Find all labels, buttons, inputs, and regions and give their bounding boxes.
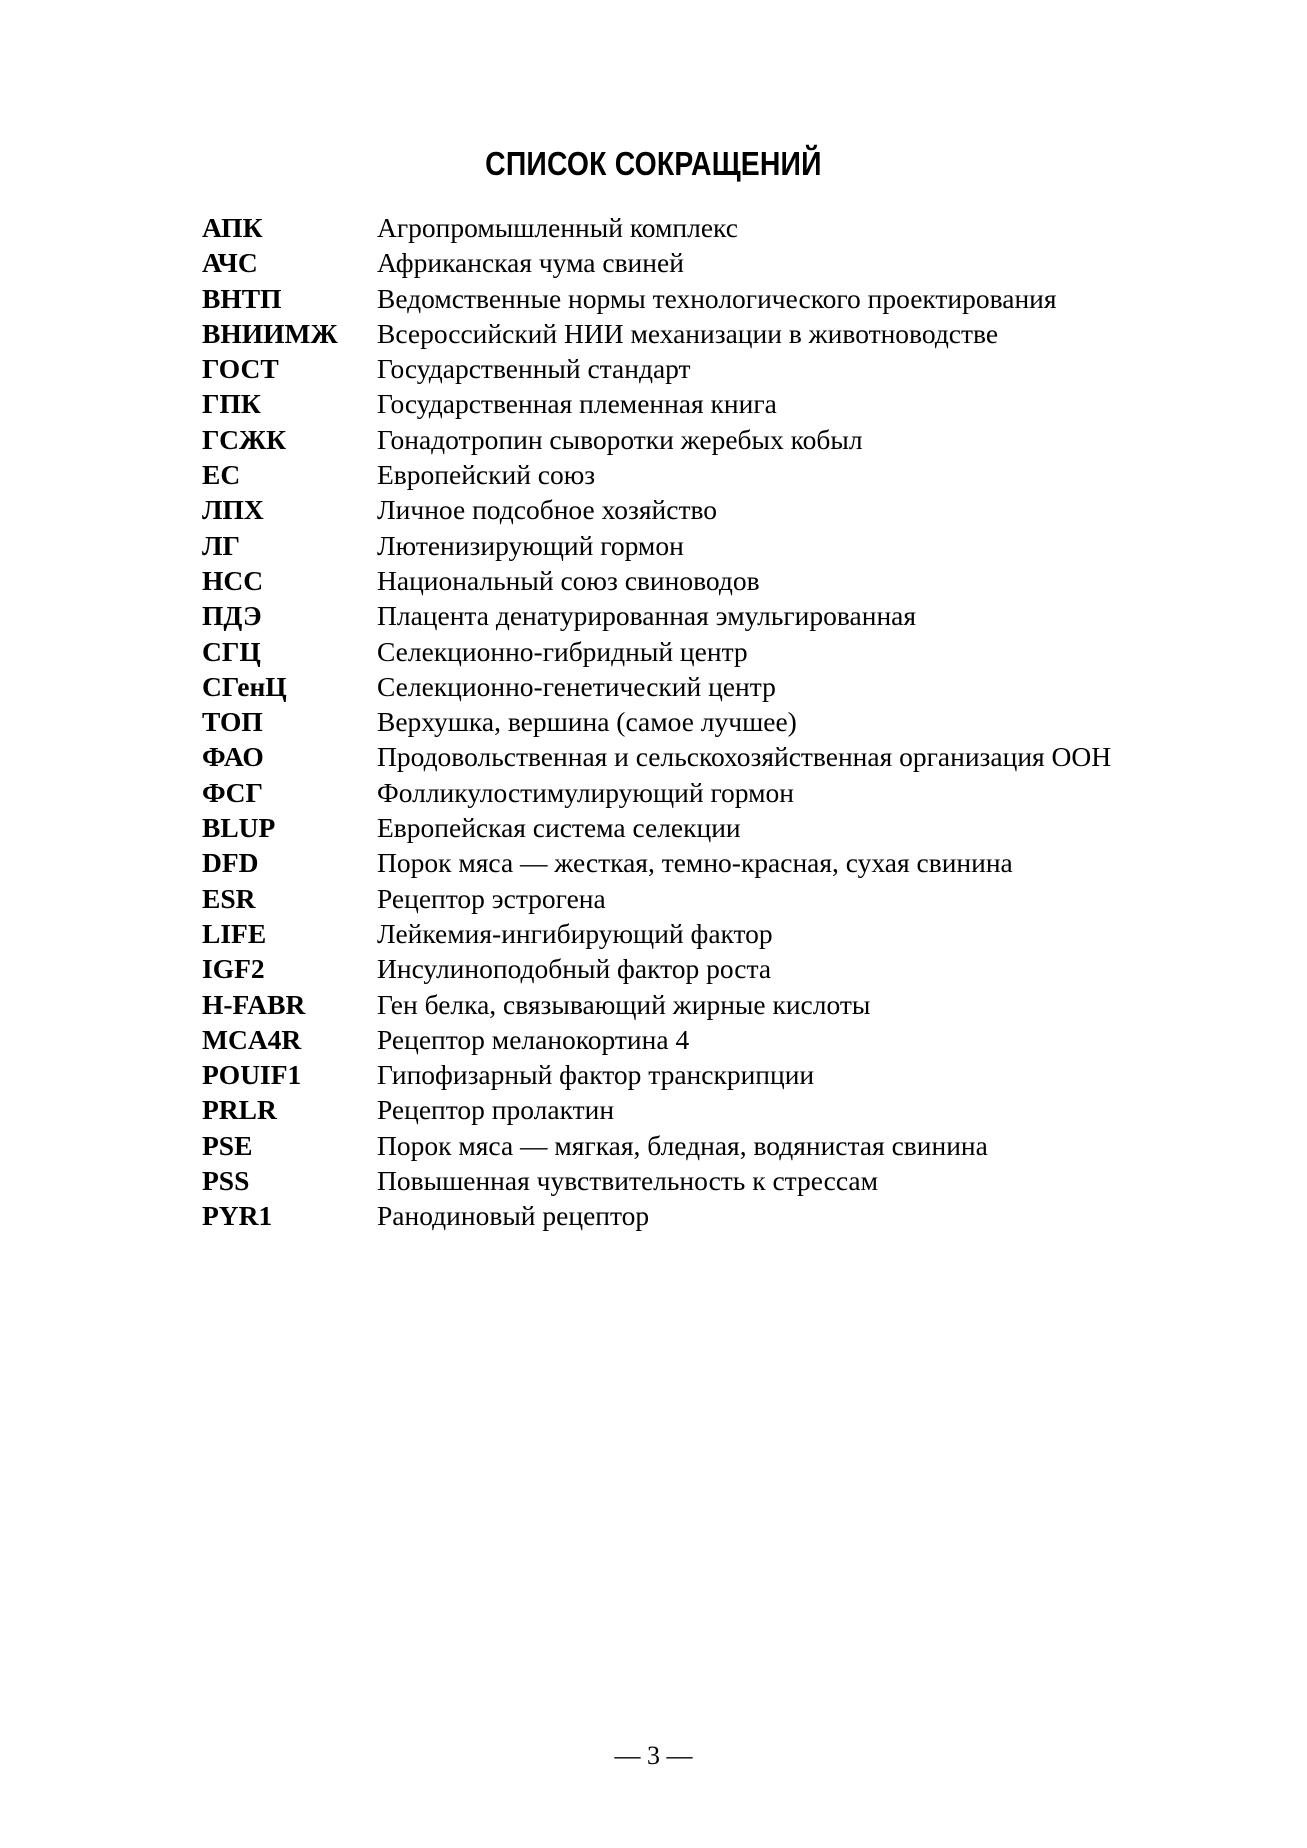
abbreviation-definition: Продовольственная и сельскохозяйственная организация ООН — [377, 741, 1112, 773]
abbreviation-term: PSS — [202, 1165, 250, 1197]
abbreviation-row — [202, 951, 1174, 986]
abbreviation-definition: Европейская система селекции — [377, 812, 741, 844]
abbreviation-row — [202, 1163, 1174, 1198]
abbreviation-row — [202, 210, 1174, 245]
page-number: — 3 — — [614, 1741, 693, 1770]
abbreviation-term: ВНТП — [202, 282, 282, 314]
abbreviation-term: НСС — [202, 564, 264, 596]
abbreviation-definition: Фолликулостимулирующий гормон — [377, 776, 794, 808]
abbreviation-term: ГПК — [202, 388, 261, 420]
abbreviation-term: ГСЖК — [202, 423, 287, 455]
abbreviation-row — [202, 492, 1174, 527]
abbreviation-definition: Плацента денатурированная эмульгированная — [377, 600, 917, 632]
abbreviation-definition: Гипофизарный фактор транскрипции — [377, 1059, 815, 1091]
abbreviation-row — [202, 422, 1174, 457]
abbreviation-definition: Рецептор пролактин — [377, 1094, 615, 1126]
abbreviation-row — [202, 457, 1174, 492]
abbreviation-definition: Повышенная чувствительность к стрессам — [377, 1165, 879, 1197]
abbreviation-term: PSE — [202, 1129, 253, 1161]
abbreviation-definition: Лютенизирующий гормон — [377, 529, 684, 561]
abbreviation-row — [202, 810, 1174, 845]
abbreviation-row — [202, 739, 1174, 774]
abbreviation-term: IGF2 — [202, 953, 265, 985]
abbreviation-term: АЧС — [202, 247, 258, 279]
abbreviation-term: ГОСТ — [202, 353, 279, 385]
abbreviation-definition: Рецептор эстрогена — [377, 882, 606, 914]
abbreviation-definition: Всероссийский НИИ механизации в животноводстве — [377, 317, 999, 349]
abbreviation-row — [202, 916, 1174, 951]
abbreviation-definition: Ранодиновый рецептор — [377, 1200, 650, 1232]
abbreviation-definition: Верхушка, вершина (самое лучшее) — [377, 706, 797, 738]
abbreviation-term: BLUP — [202, 812, 276, 844]
abbreviation-definition: Ген белка, связывающий жирные кислоты — [377, 988, 871, 1020]
abbreviation-list — [202, 210, 1174, 1234]
abbreviation-row — [202, 528, 1174, 563]
abbreviation-row — [202, 351, 1174, 386]
abbreviation-definition: Селекционно-генетический центр — [377, 670, 776, 702]
abbreviation-row — [202, 1022, 1174, 1057]
abbreviation-definition: Европейский союз — [377, 459, 596, 491]
abbreviation-term: ESR — [202, 882, 256, 914]
abbreviation-term: АПК — [202, 212, 263, 243]
abbreviation-definition: Ведомственные нормы технологического проектирования — [377, 282, 1057, 314]
abbreviation-row — [202, 245, 1174, 280]
abbreviation-row — [202, 563, 1174, 598]
abbreviation-row — [202, 1128, 1174, 1163]
abbreviation-term: POUIF1 — [202, 1059, 302, 1091]
abbreviation-definition: Лейкемия-ингибирующий фактор — [377, 917, 773, 949]
abbreviation-row — [202, 775, 1174, 810]
abbreviation-term: ЕС — [202, 459, 241, 491]
abbreviation-definition: Личное подсобное хозяйство — [377, 494, 718, 526]
abbreviation-definition: Национальный союз свиноводов — [377, 564, 760, 596]
abbreviation-row — [202, 281, 1174, 316]
abbreviation-definition: Порок мяса — мягкая, бледная, водянистая свинина — [377, 1129, 988, 1161]
abbreviation-row — [202, 704, 1174, 739]
abbreviation-term: ПДЭ — [202, 600, 262, 632]
abbreviation-row — [202, 987, 1174, 1022]
abbreviation-definition: Рецептор меланокортина 4 — [377, 1023, 690, 1055]
abbreviation-row — [202, 386, 1174, 421]
abbreviation-row — [202, 1092, 1174, 1127]
abbreviation-definition: Агропромышленный комплекс — [377, 212, 738, 243]
abbreviation-term: ЛПХ — [202, 494, 264, 526]
abbreviation-term: ФАО — [202, 741, 264, 773]
abbreviation-definition: Гонадотропин сыворотки жеребых кобыл — [377, 423, 863, 455]
abbreviation-row — [202, 598, 1174, 633]
abbreviation-term: LIFE — [202, 917, 267, 949]
abbreviation-definition: Селекционно-гибридный центр — [377, 635, 748, 667]
abbreviation-definition: Государственный стандарт — [377, 353, 691, 385]
abbreviation-term: СГЦ — [202, 635, 261, 667]
abbreviation-row — [202, 316, 1174, 351]
abbreviation-row — [202, 1057, 1174, 1092]
abbreviation-term: PRLR — [202, 1094, 277, 1126]
abbreviation-row — [202, 881, 1174, 916]
abbreviation-row — [202, 669, 1174, 704]
abbreviation-term: ТОП — [202, 706, 263, 738]
abbreviation-definition: Африканская чума свиней — [377, 247, 684, 279]
abbreviation-term: MCA4R — [202, 1023, 302, 1055]
abbreviation-term: ВНИИМЖ — [202, 317, 338, 349]
abbreviation-term: PYR1 — [202, 1200, 273, 1232]
abbreviation-term: ЛГ — [202, 529, 240, 561]
abbreviation-term: ФСГ — [202, 776, 263, 808]
page-title: СПИСОК СОКРАЩЕНИЙ — [485, 145, 822, 183]
abbreviation-definition: Государственная племенная книга — [377, 388, 777, 420]
abbreviation-row — [202, 845, 1174, 880]
abbreviation-term: СГенЦ — [202, 670, 287, 702]
abbreviation-term: DFD — [202, 847, 259, 879]
abbreviation-definition: Инсулиноподобный фактор роста — [377, 953, 772, 985]
abbreviation-row — [202, 1198, 1174, 1233]
abbreviation-row — [202, 634, 1174, 669]
abbreviation-term: H-FABR — [202, 988, 306, 1020]
abbreviation-definition: Порок мяса — жесткая, темно-красная, сухая свинина — [377, 847, 1013, 879]
